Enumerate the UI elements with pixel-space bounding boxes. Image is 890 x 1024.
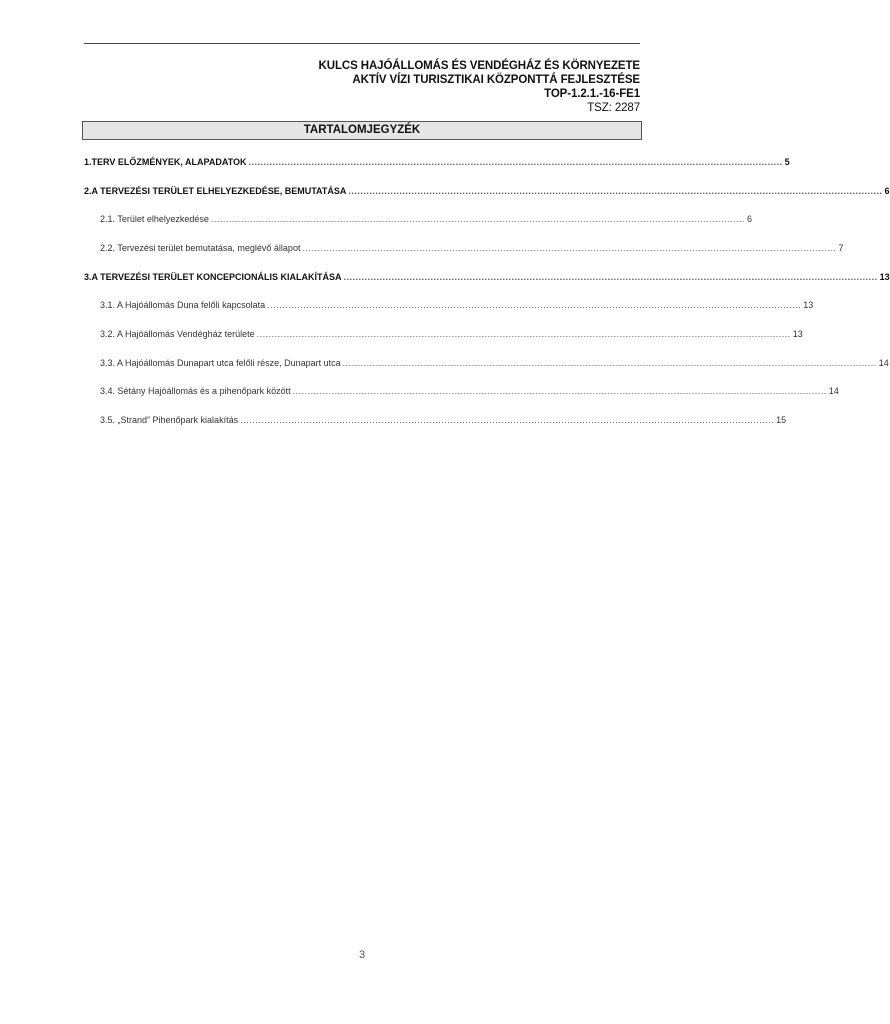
header-project-title: KULCS HAJÓÁLLOMÁS ÉS VENDÉGHÁZ ÉS KÖRNYEZETE <box>318 60 640 72</box>
toc-leader-dots: .................................................................................................................................................................................. <box>292 386 827 396</box>
toc-entry-page: 5 <box>784 157 790 167</box>
toc-entry-title: A TERVEZÉSI TERÜLET KONCEPCIONÁLIS KIALAKÍTÁSA <box>91 272 342 282</box>
toc-entry-page: 13 <box>792 329 803 339</box>
toc-entry-title: 2.2. Tervezési terület bemutatása, meglévő állapot <box>100 243 301 253</box>
toc-entry[interactable] <box>100 300 814 310</box>
header-project-subtitle: AKTÍV VÍZI TURISZTIKAI KÖZPONTTÁ FEJLESZTÉSE <box>352 74 640 86</box>
toc-entry-page: 7 <box>838 243 844 253</box>
toc-entry[interactable] <box>84 157 790 167</box>
toc-leader-dots: .................................................................................................................................................................................. <box>240 415 775 425</box>
toc-entry-number: 1. <box>84 157 92 167</box>
toc-entry-title: 2.1. Terület elhelyezkedése <box>100 214 209 224</box>
toc-entry-page: 15 <box>776 415 787 425</box>
toc-leader-dots: .................................................................................................................................................................................. <box>210 214 745 224</box>
toc-entry[interactable] <box>84 186 890 196</box>
toc-entry-page: 6 <box>747 214 753 224</box>
toc-entry[interactable] <box>100 214 753 224</box>
toc-entry-page: 14 <box>828 386 839 396</box>
toc-leader-dots: .................................................................................................................................................................................. <box>302 243 837 253</box>
toc-leader-dots: .................................................................................................................................................................................. <box>342 358 877 368</box>
toc-leader-dots: .................................................................................................................................................................................. <box>343 272 878 282</box>
toc-entry[interactable] <box>100 386 839 396</box>
toc-title: TARTALOMJEGYZÉK <box>82 121 642 140</box>
toc-entry-title: 3.4. Sétány Hajóállomás és a pihenőpark között <box>100 386 291 396</box>
toc-entry[interactable] <box>100 329 803 339</box>
toc-leader-dots: .................................................................................................................................................................................. <box>248 157 783 167</box>
toc-entry-number: 3. <box>84 272 92 282</box>
toc-entry[interactable] <box>100 415 787 425</box>
document-header <box>84 59 640 115</box>
top-rule <box>84 43 640 44</box>
toc-leader-dots: .................................................................................................................................................................................. <box>256 329 791 339</box>
toc-entry-title: 3.1. A Hajóállomás Duna felőli kapcsolata <box>100 300 266 310</box>
toc-entry-title: 3.3. A Hajóállomás Dunapart utca felőli része, Dunapart utca <box>100 358 341 368</box>
toc-entry-page: 6 <box>884 186 890 196</box>
toc-entry-title: 3.2. A Hajóállomás Vendégház területe <box>100 329 255 339</box>
toc-leader-dots: .................................................................................................................................................................................. <box>348 186 883 196</box>
header-project-code: TOP-1.2.1.-16-FE1 <box>544 88 640 100</box>
toc-entry[interactable] <box>100 243 844 253</box>
toc-leader-dots: .................................................................................................................................................................................. <box>267 300 802 310</box>
toc-entry[interactable] <box>84 272 890 282</box>
toc-entry[interactable] <box>100 358 889 368</box>
header-tsz-number: TSZ: 2287 <box>587 102 640 114</box>
toc-entry-page: 13 <box>803 300 814 310</box>
toc-entry-page: 14 <box>878 358 889 368</box>
toc-entry-number: 2. <box>84 186 92 196</box>
toc-entry-title: TERV ELŐZMÉNYEK, ALAPADATOK <box>91 157 247 167</box>
toc-entry-title: A TERVEZÉSI TERÜLET ELHELYEZKEDÉSE, BEMUTATÁSA <box>91 186 347 196</box>
toc-entry-title: 3.5. „Strand” Pihenőpark kialakítás <box>100 415 239 425</box>
toc-entry-page: 13 <box>879 272 890 282</box>
page-number: 3 <box>358 949 366 961</box>
